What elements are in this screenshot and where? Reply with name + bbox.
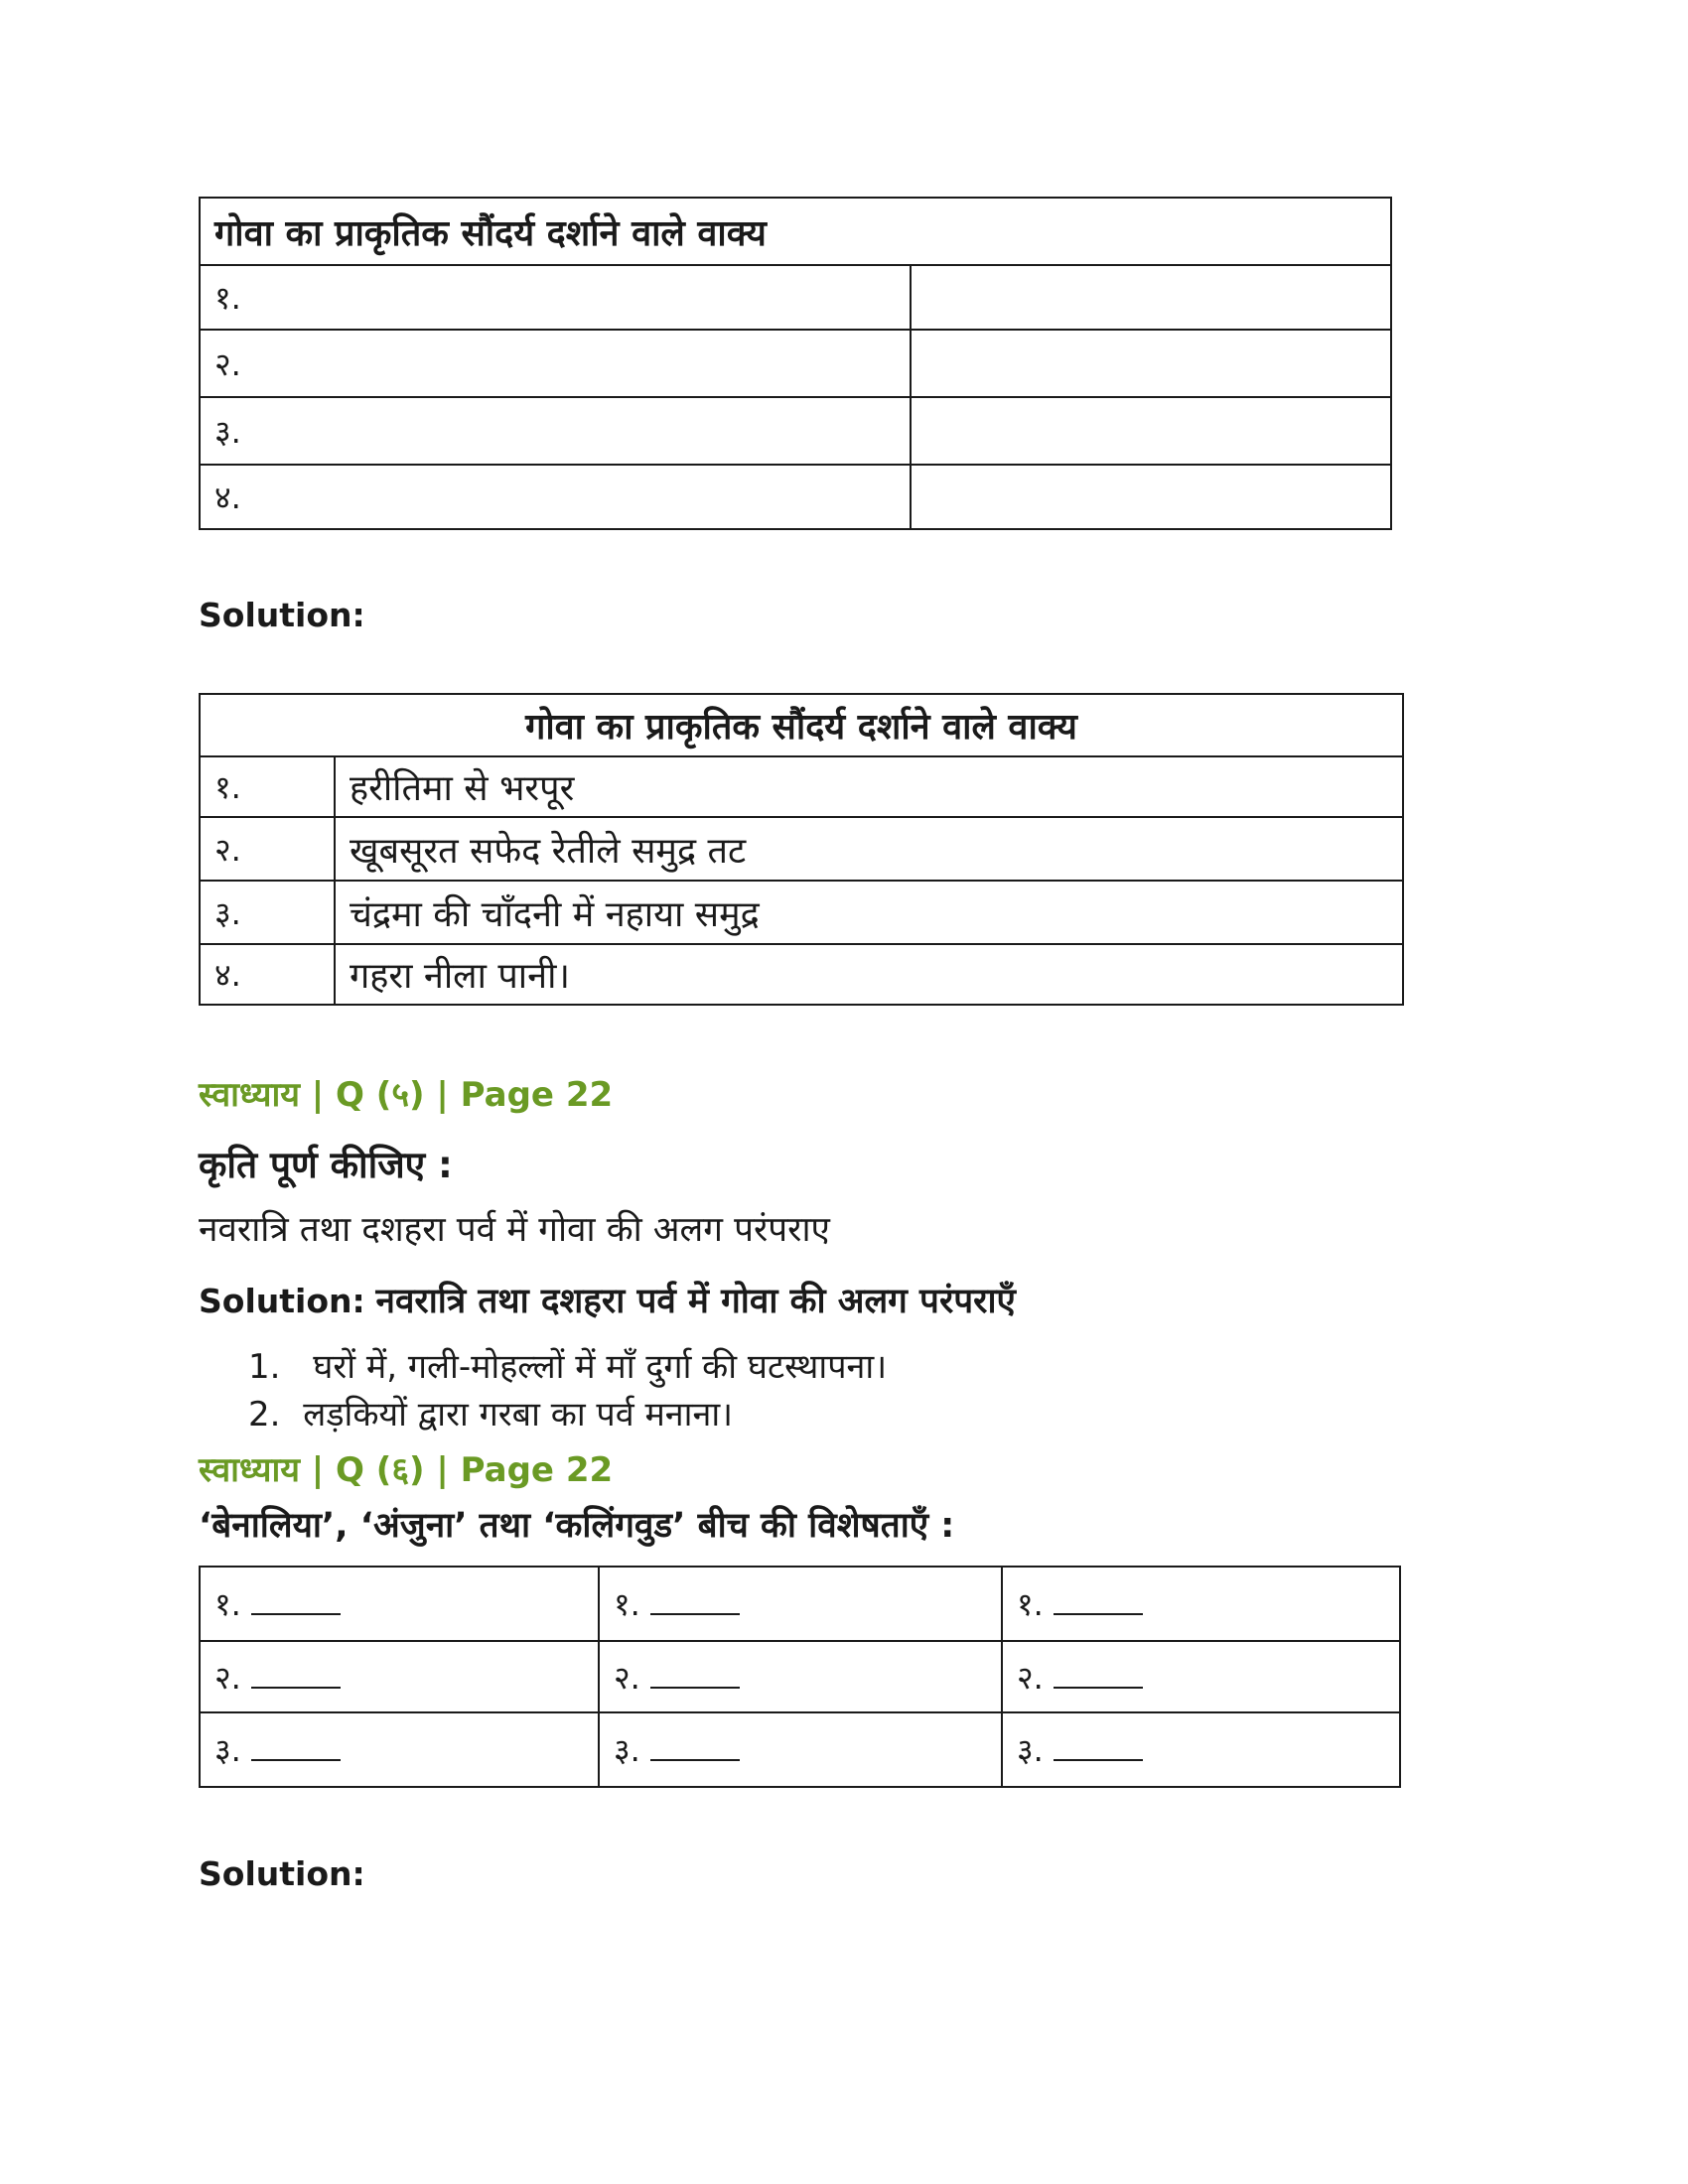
- row-text: [911, 330, 1391, 397]
- row-number: १.: [200, 265, 911, 330]
- table-row: [200, 465, 1391, 529]
- row-text: [911, 265, 1391, 330]
- row-text: गहरा नीला पानी।: [335, 944, 1403, 1005]
- grid-cell: ३.: [1002, 1712, 1400, 1787]
- row-number: २.: [200, 330, 911, 397]
- question-6-heading: स्वाध्याय | Q (६) | Page 22: [199, 1450, 614, 1490]
- features-table-blank: [199, 197, 1392, 530]
- list-text: घरों में, गली-मोहल्लों में माँ दुर्गा की घटस्थापना।: [313, 1347, 888, 1387]
- table-header: गोवा का प्राकृतिक सौंदर्य दर्शाने वाले वाक्य: [200, 198, 1391, 265]
- row-text: चंद्रमा की चाँदनी में नहाया समुद्र: [335, 881, 1403, 944]
- list-number: 2.: [248, 1395, 281, 1434]
- row-number: २.: [200, 817, 335, 881]
- table-row: [200, 756, 1403, 817]
- row-text: खूबसूरत सफेद रेतीले समुद्र तट: [335, 817, 1403, 881]
- row-text: हरीतिमा से भरपूर: [335, 756, 1403, 817]
- solution-label: Solution:: [199, 1282, 365, 1320]
- table-row: [200, 1641, 1400, 1712]
- list-number: 1.: [248, 1347, 281, 1387]
- table-row: [200, 944, 1403, 1005]
- table-row: [200, 330, 1391, 397]
- row-number: ४.: [200, 465, 911, 529]
- table-header: गोवा का प्राकृतिक सौंदर्य दर्शाने वाले वाक्य: [200, 694, 1403, 756]
- row-text: [911, 397, 1391, 465]
- table-row: [200, 397, 1391, 465]
- list-text: लड़कियों द्वारा गरबा का पर्व मनाना।: [303, 1395, 734, 1434]
- question-5-heading: स्वाध्याय | Q (५) | Page 22: [199, 1075, 614, 1115]
- table-row: [200, 881, 1403, 944]
- list-item: [248, 1390, 733, 1435]
- beach-features-table: [199, 1566, 1401, 1788]
- row-number: ३.: [200, 397, 911, 465]
- grid-cell: १.: [1002, 1567, 1400, 1641]
- solution-title: नवरात्रि तथा दशहरा पर्व में गोवा की अलग परंपराएँ: [375, 1282, 1016, 1321]
- grid-cell: १.: [200, 1567, 599, 1641]
- grid-cell: १.: [599, 1567, 1002, 1641]
- question-5-text: नवरात्रि तथा दशहरा पर्व में गोवा की अलग परंपराए: [199, 1210, 830, 1250]
- table-row: [200, 817, 1403, 881]
- features-table-solution: [199, 693, 1404, 1006]
- grid-cell: २.: [599, 1641, 1002, 1712]
- row-number: ४.: [200, 944, 335, 1005]
- row-number: ३.: [200, 881, 335, 944]
- table-row: [200, 1567, 1400, 1641]
- question-5-solution: [199, 1277, 1016, 1323]
- question-6-instruction: ‘बेनालिया’, ‘अंजुना’ तथा ‘कलिंगवुड’ बीच की विशेषताएँ :: [199, 1506, 955, 1546]
- grid-cell: २.: [200, 1641, 599, 1712]
- row-text: [911, 465, 1391, 529]
- table-row: [200, 1712, 1400, 1787]
- list-item: [248, 1342, 887, 1388]
- table-row: [200, 265, 1391, 330]
- grid-cell: ३.: [599, 1712, 1002, 1787]
- grid-cell: २.: [1002, 1641, 1400, 1712]
- solution-label: Solution:: [199, 1854, 365, 1893]
- question-5-instruction: कृति पूर्ण कीजिए :: [199, 1144, 453, 1186]
- grid-cell: ३.: [200, 1712, 599, 1787]
- solution-label: Solution:: [199, 596, 365, 634]
- row-number: १.: [200, 756, 335, 817]
